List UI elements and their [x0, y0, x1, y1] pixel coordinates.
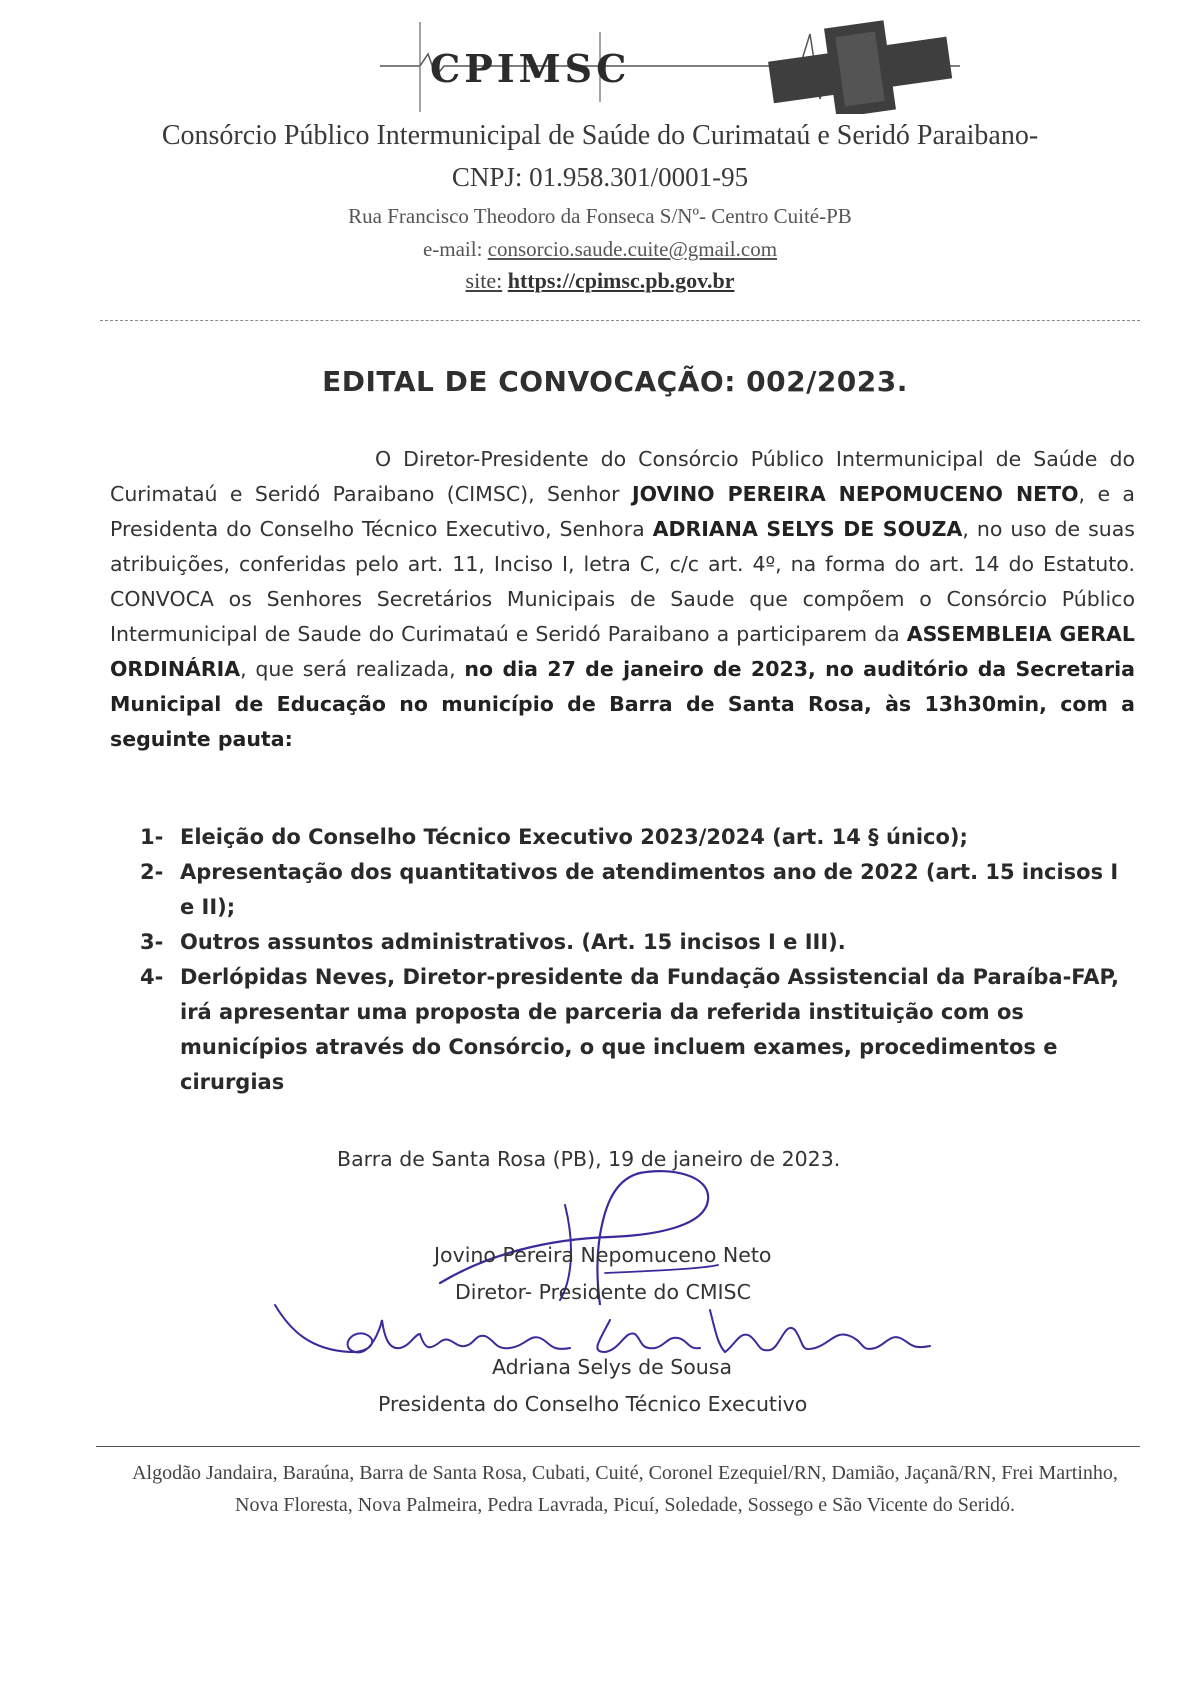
meeting-date-location: no dia 27 de janeiro de 2023, no auditório da Secretaria Municipal de Educação no município de Barra de Santa Rosa, às 13h30min, com a seguinte pauta: — [110, 657, 1135, 751]
signer1-role: Diretor- Presidente do CMISC — [455, 1280, 751, 1304]
agenda-number: 2- — [140, 860, 164, 884]
body-p3: , no uso de suas atribuições, conferidas pelo art. 11, Inciso I, letra C, c/c art. 4º, na forma do art. 14 do Estatuto. CONVOCA os Senhores Secretários Municipais de Saude que compõem o Consórcio Público Intermunicipal de Saude do Curimataú e Seridó Paraibano a participarem da — [110, 517, 1135, 646]
agenda-item — [140, 925, 1130, 960]
email-link[interactable]: consorcio.saude.cuite@gmail.com — [487, 237, 778, 261]
assembly-type: ASSEMBLEIA GERAL ORDINÁRIA — [110, 622, 1135, 681]
footer-divider — [96, 1446, 1140, 1447]
body-p2: , e a Presidenta do Conselho Técnico Executivo, Senhora — [110, 482, 1135, 541]
agenda-item — [140, 960, 1130, 1100]
agenda-list — [140, 820, 1130, 1100]
email-label: e-mail: — [422, 237, 483, 261]
signer1-name: Jovino Pereira Nepomuceno Neto — [434, 1243, 772, 1267]
member-municipalities: Algodão Jandaira, Baraúna, Barra de Santa Rosa, Cubati, Cuité, Coronel Ezequiel/RN, Damião, Jaçanã/RN, Frei Martinho, Nova Floresta, Nova Palmeira, Pedra Lavrada, Picuí, Soledade, Sossego e São Vicente do Seridó. — [132, 1462, 1118, 1516]
logo-wordmark: CPIMSC — [430, 46, 631, 91]
agenda-number: 4- — [140, 965, 164, 989]
agenda-item — [140, 855, 1130, 925]
agenda-text: Outros assuntos administrativos. (Art. 15 incisos I e III). — [180, 930, 846, 954]
convocation-paragraph — [110, 442, 1135, 757]
header-divider — [100, 320, 1140, 321]
president-signature — [270, 1290, 1010, 1400]
organization-name: Consórcio Público Intermunicipal de Saúde do Curimataú e Seridó Paraibano- — [161, 120, 1039, 151]
site-label: site: — [465, 268, 503, 293]
signer2-role: Presidenta do Conselho Técnico Executivo — [378, 1392, 808, 1416]
cpimsc-logo — [380, 14, 960, 114]
agenda-item — [140, 820, 1130, 855]
site-line — [0, 268, 1200, 294]
agenda-number: 3- — [140, 930, 164, 954]
agenda-text: Eleição do Conselho Técnico Executivo 2023/2024 (art. 14 § único); — [180, 825, 968, 849]
body-p4: , que será realizada, — [240, 657, 456, 681]
agenda-number: 1- — [140, 825, 164, 849]
cnpj: CNPJ: 01.958.301/0001-95 — [451, 162, 749, 192]
email-line — [0, 237, 1200, 262]
agenda-text: Apresentação dos quantitativos de atendimentos ano de 2022 (art. 15 incisos I e II); — [180, 860, 1119, 919]
address: Rua Francisco Theodoro da Fonseca S/Nº- Centro Cuité-PB — [348, 204, 852, 228]
document-title: EDITAL DE CONVOCAÇÃO: 002/2023. — [322, 365, 908, 398]
site-link[interactable]: https://cpimsc.pb.gov.br — [507, 268, 735, 293]
director-name: JOVINO PEREIRA NEPOMUCENO NETO — [632, 482, 1079, 506]
place-and-date: Barra de Santa Rosa (PB), 19 de janeiro de 2023. — [337, 1147, 841, 1171]
body-p1: O Diretor-Presidente do Consórcio Público Intermunicipal de Saúde do Curimataú e Seridó Paraibano (CIMSC), Senhor — [110, 447, 1135, 506]
signer2-name: Adriana Selys de Sousa — [492, 1355, 733, 1379]
agenda-text: Derlópidas Neves, Diretor-presidente da Fundação Assistencial da Paraíba-FAP, irá apresentar uma proposta de parceria da referida instituição com os municípios através do Consórcio, o que incluem exames, procedimentos e cirurgias — [180, 965, 1119, 1094]
president-name: ADRIANA SELYS DE SOUZA — [652, 517, 963, 541]
